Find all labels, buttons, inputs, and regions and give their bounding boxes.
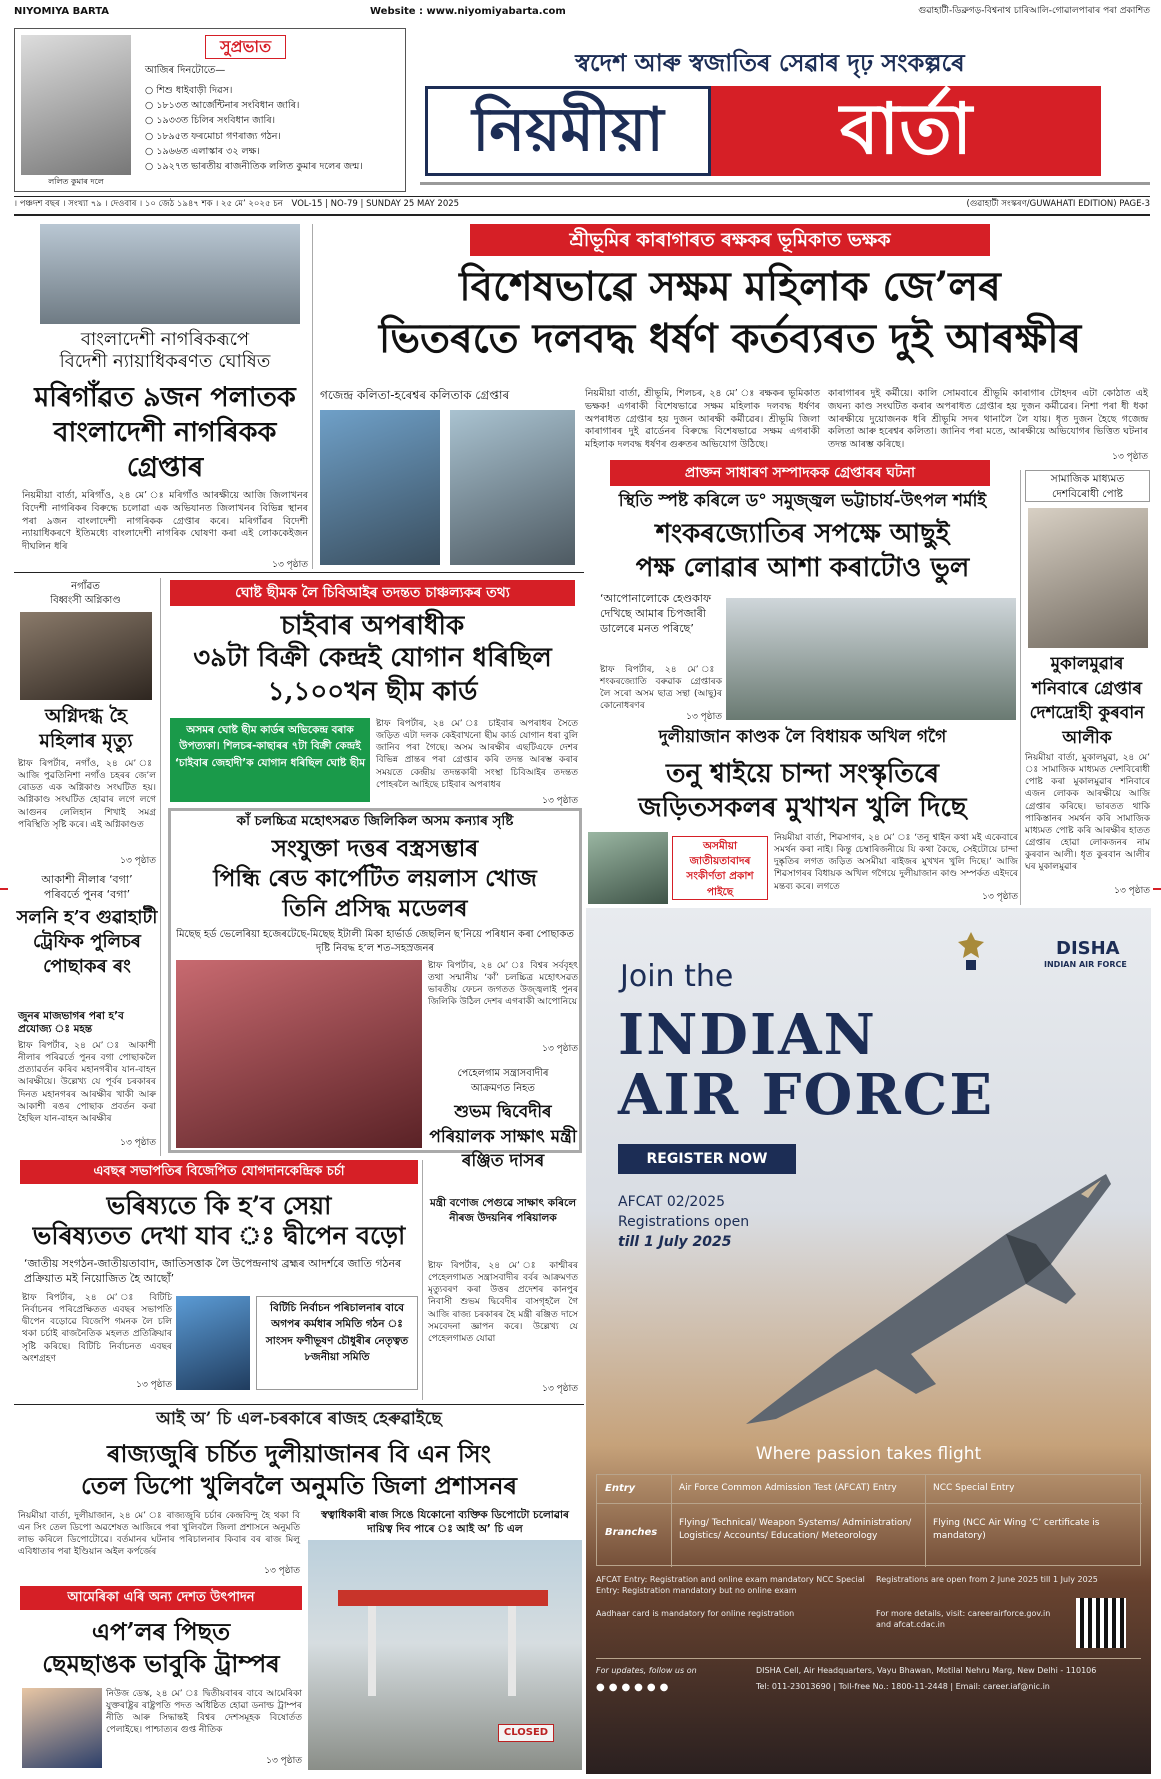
bjp-quote: ‘জাতীয় সংগঠন-জাতীয়তাবাদ, জাতিসত্তাক লৈ উপেন্দ্ৰনাথ ব্ৰহ্মৰ আদৰ্শৰে জাতি গঠনৰ প্ৰক্ৰিয়াত মই নিয়োজিত হৈ আছোঁ’ bbox=[24, 1257, 402, 1286]
dateline-bn: । পঞ্চদশ বছৰ । সংখ্যা ৭৯ । দেওবাৰ । ১০ জেঠ ১৯৪৭ শক । ২৫ মে’ ২০২৫ চন bbox=[14, 199, 283, 209]
bd-kicker-2: বিদেশী ন্যায়াধিকৰণত ঘোষিত bbox=[59, 351, 271, 372]
akhil-body: নিয়মীয়া বাৰ্তা, শিৱসাগৰ, ২৪ মে’ ঃ ‘তনু শ্বাইন কথা মই একেবাৰে সমৰ্থন কৰা নাই। কিন্তু চেম্বাৰিজনীয়ে যি কথা কৈছে, সেইটোয়ে চান্দা দুষ্কৃতিৰ লগত জড়িত অসমীয়া ৰাইজৰ মুখখন খুলি দিছে।’ আজি শিৱসাগৰৰ বিধায়ক অখিল গগৈয়ে দুলীয়াজান কাণ্ড সম্পৰ্কত এইদৰে মন্তব্য কৰে। লগতে bbox=[774, 833, 1018, 892]
depot-photo bbox=[308, 1540, 582, 1770]
edition: (গুৱাহাটী সংস্কৰণ/GUWAHATI EDITION) PAGE-3 bbox=[966, 199, 1150, 209]
ad-title-1: INDIAN bbox=[618, 1002, 877, 1068]
cannes-cont: ১৩ পৃষ্ঠাত bbox=[542, 1044, 578, 1054]
social-cont: ১৩ পৃষ্ঠাত bbox=[1114, 886, 1150, 896]
closed-sign: CLOSED bbox=[498, 1724, 554, 1742]
list-item: ○ ১৮১৩ত আৰ্জেন্টিনাৰ সংবিধান জাৰি। bbox=[145, 100, 300, 112]
traffic-headline: সলনি হ’ব গুৱাহাটী ট্ৰেফিক পুলিচৰ পোছাকৰ ৰং bbox=[16, 907, 158, 977]
traffic-body: ষ্টাফ ৰিপৰ্টাৰ, ২৪ মে’ ঃ আকাশী নীলাৰ পৰিৱৰ্তে পুনৰ বগা পোছাকলৈ প্ৰত্যাৱৰ্তন কৰিব মহানগৰীৰ যান-বাহন আৰক্ষীয়ে। উল্লেখ্য যে পূৰ্বৰ চৰকাৰৰ দিনত মহানগৰৰ আৰক্ষীৰ খাকী আৰু আকাশী ৰঙৰ পোছাক প্ৰবৰ্তন কৰা হৈছিল যান-বাহন আৰক্ষীৰ bbox=[18, 1041, 156, 1124]
luit-sub: স্থিতি স্পষ্ট কৰিলে ড° সমুজ্জ্বল ভট্টাচাৰ্য-উৎপল শৰ্মাই bbox=[618, 491, 987, 511]
luit-cont: ১৩ পৃষ্ঠাত bbox=[686, 712, 722, 722]
pahalgam-headline: শুভম দ্বিবেদীৰ পৰিয়ালক সাক্ষাৎ মন্ত্ৰী ৰঞ্জিত দাসৰ bbox=[429, 1102, 577, 1172]
dateline: । পঞ্চদশ বছৰ । সংখ্যা ৭৯ । দেওবাৰ । ১০ জেঠ ১৯৪৭ শক । ২৫ মে’ ২০২৫ চন VOL-15 | NO-79 | SUNDAY 25 MAY 2025 (গুৱাহাটী সংস্কৰণ/GUWAHATI EDITION) PAGE-3 bbox=[14, 199, 1150, 209]
suprobhat-title: সুপ্ৰভাত bbox=[205, 35, 286, 59]
fire-kicker-2: বিধ্বংসী অগ্নিকাণ্ড bbox=[50, 595, 121, 606]
list-item: ○ ১৯৩৩ত চিলিৰ সংবিধান জাৰি। bbox=[145, 115, 276, 127]
entry-afcat: Air Force Common Admission Test (AFCAT) Entry bbox=[679, 1483, 897, 1493]
depot-kicker: আই অ’ চি এল-চৰকাৰে ৰাজহ হেৰুৱাইছে bbox=[156, 1409, 442, 1429]
depot-headline-1: ৰাজ্যজুৰি চৰ্চিত দুলীয়াজানৰ বি এন সিং bbox=[107, 1439, 491, 1468]
suprobhat-box bbox=[14, 28, 406, 192]
bjp-headline-2: ভৰিষ্যতত দেখা যাব ঃ দ্বীপেন বড়ো bbox=[32, 1221, 406, 1250]
cannes-headline-2: পিন্ধি ৰেড কাৰ্পেটিত লয়লাস খোজ bbox=[213, 865, 537, 892]
social-kicker-2: দেশবিৰোধী পোষ্ট bbox=[1052, 487, 1123, 500]
branches-label: Branches bbox=[605, 1527, 658, 1538]
luit-headline-2: পক্ষ লোৱাৰ আশা কৰাটোও ভুল bbox=[635, 553, 970, 583]
entry-table bbox=[596, 1474, 1141, 1566]
sim-headline-1: চাইবাৰ অপৰাধীক bbox=[280, 611, 465, 641]
bd-cont: ১৩ পৃষ্ঠাত bbox=[272, 560, 308, 570]
ad-note-1: AFCAT Entry: Registration and online exam mandatory NCC Special Entry: Registration mandatory but no online exam bbox=[596, 1575, 865, 1596]
ad-note-2: Registrations are open from 2 June 2025 till 1 July 2025 bbox=[876, 1575, 1098, 1584]
suprobhat-subtitle: আজিৰ দিনটোতে— bbox=[145, 65, 226, 76]
ad-contacts[interactable]: Tel: 011-23013690 | Toll-free No.: 1800-11-2448 | Email: career.iaf@nic.in bbox=[756, 1682, 1050, 1691]
cannes-body: ষ্টাফ ৰিপৰ্টাৰ, ২৪ মে’ ঃ বিশ্বৰ সৰ্ববৃহৎ তথা সন্মানীয় ‘কাঁ’ চলচ্চিত্ৰ মহোৎসৱত ভাৰতীয় ফেচন জগতত উজ্জ্বলাই পুনৰ জিলিকি উঠিল দেশৰ এগৰাকী আপোনিয়ে bbox=[428, 961, 578, 1008]
depot-photo-caption: স্বত্বাধিকাৰী ৰাজ সিঙে যিকোনো ব্যক্তিক ডিপোটো চলোৱাৰ দায়িত্ব দিব পাৰে ঃ আই অ’ চি এল bbox=[321, 1509, 569, 1536]
ad-address: DISHA Cell, Air Headquarters, Vayu Bhawan, Motilal Nehru Marg, New Delhi - 110106 bbox=[756, 1666, 1097, 1675]
social-kicker-1: সামাজিক মাধ্যমত bbox=[1050, 473, 1125, 485]
press-meet-photo bbox=[726, 598, 1016, 720]
fire-kicker-1: নগাঁৱত bbox=[71, 581, 100, 592]
ad-afcat: AFCAT 02/2025 bbox=[618, 1194, 726, 1210]
social-kicker bbox=[1025, 470, 1150, 502]
social-icons[interactable]: ●●●●●● bbox=[596, 1682, 673, 1693]
trump-headline-2: ছেমছাঙক ভাবুকি ট্ৰাম্পৰ bbox=[42, 1649, 280, 1678]
fire-headline: অগ্নিদগ্ধ হৈ মহিলাৰ মৃত্যু bbox=[39, 705, 133, 752]
sim-body: ষ্টাফ ৰিপৰ্টাৰ, ২৪ মে’ ঃ চাইবাৰ অপৰাধৰ সৈতে জড়িত এটা দলক কেইবাখনো ছীম কাৰ্ড যোগান ধৰা বুলি জানিব পৰা গৈছে। অসম আৰক্ষীৰ এছটিএফে দেশৰ বিভিন্ন প্ৰান্তৰ পৰা গ্ৰেপ্তাৰ কৰি তদন্ত আৰম্ভ কৰাৰ সময়তে কেন্দ্ৰীয় তদন্তকাৰী সংস্থা চিবিআইৰ তদন্তত পোহৰলৈ আহিছে চাইবাৰ অপৰাধৰ bbox=[376, 719, 578, 790]
bd-body: নিয়মীয়া বাৰ্তা, মৰিগাঁও, ২৪ মে’ ঃ মৰিগাঁও আৰক্ষীয়ে আজি জিলাখনৰ বিদেশী নাগৰিকৰ বিৰুদ্ধে চলোৱা এক অভিযানত জিলাখনৰ বিভিন্ন স্থানৰ পৰা ৯জন বাংলাদেশী নাগৰিকক গ্ৰেপ্তাৰ কৰে। মৰিগাঁৱৰ বিদেশী ন্যায়াধিকৰণে ইতিমধ্যে বাংলাদেশী নাগৰিক ঘোষণা কৰা এই লোককেইজন দীঘলিন ধৰি bbox=[22, 490, 308, 553]
ad-disha-sub: INDIAN AIR FORCE bbox=[1044, 960, 1127, 969]
cannes-headline-1: সংযুক্তা দত্তৰ বস্ত্ৰসম্ভাৰ bbox=[271, 835, 479, 862]
ad-disha: DISHA bbox=[1056, 938, 1120, 959]
fire-cont: ১৩ পৃষ্ঠাত bbox=[120, 856, 156, 866]
trump-body: নিউজ ডেস্ক, ২৪ মে’ ঃ দ্বিতীয়বাৰৰ বাবে আমেৰিকা যুক্তৰাষ্ট্ৰৰ ৰাষ্ট্ৰপতি পদত অধিষ্ঠিত হোৱা ডনাল্ড ট্ৰাম্পৰ নীতি আৰু সিদ্ধান্তই বিশ্বৰ দেশসমূহক বিষোৰ্তত পেলাইছে। পাশ্চাত্যৰ গুপ্ত নীতিক bbox=[106, 1689, 302, 1736]
fighter-jet-icon bbox=[706, 1164, 1126, 1434]
vol: VOL-15 bbox=[291, 199, 323, 209]
dipen-boro-photo bbox=[176, 1296, 250, 1390]
list-item: ○ ১৮৯৫ত ফৰমোচা গণৰাজ্য গঠন। bbox=[145, 130, 281, 142]
akhil-kicker: দুলীয়াজান কাণ্ডক লৈ বিধায়ক অখিল গগৈ bbox=[658, 727, 947, 747]
lead-headline-1: বিশেষভাৱে সক্ষম মহিলাক জে’লৰ bbox=[459, 263, 1001, 310]
pahalgam-body: ষ্টাফ ৰিপৰ্টাৰ, ২৪ মে’ ঃ কাশ্মীৰৰ পেহেলগামত সন্ত্ৰাসবাদীৰ বৰ্বৰ আক্ৰমণত মৃত্যুবৰণ কৰা উত্তৰ প্ৰদেশৰ কানপুৰ নিবাসী শুভম দ্বিবেদীৰ বাসগৃহলৈ গৈ আজি ৰাজ্য চৰকাৰৰ হৈ মন্ত্ৰী ৰঞ্জিত দাসে সমবেদনা জ্ঞাপন কৰে। উল্লেখ্য যে পেহেলগামত যোৱা bbox=[428, 1261, 578, 1344]
bd-kicker-1: বাংলাদেশী নাগৰিকৰূপে bbox=[80, 329, 250, 350]
luit-headline-1: শংকৰজ্যোতিৰ সপক্ষে আছুই bbox=[655, 519, 950, 549]
ad-title-2: AIR FORCE bbox=[618, 1062, 995, 1128]
published-from: গুৱাহাটী-ডিব্ৰুগড়-বিশ্বনাথ চাৰিআলি-গোৱালপাৰাৰ পৰা প্ৰকাশিত bbox=[918, 6, 1150, 16]
ad-till: till 1 July 2025 bbox=[618, 1234, 732, 1250]
trump-cont: ১৩ পৃষ্ঠাত bbox=[266, 1756, 302, 1766]
social-headline: মুকালমুৱাৰ শনিবাৰে গ্ৰেপ্তাৰ দেশদ্ৰোহী কুৰবান আলীক bbox=[1029, 654, 1145, 748]
entry-ncc: NCC Special Entry bbox=[933, 1483, 1015, 1493]
cannes-headline-3: তিনি প্ৰসিদ্ধ মডেলৰ bbox=[282, 895, 468, 922]
fire-photo bbox=[20, 612, 152, 700]
masthead-left: নিয়মীয়া bbox=[425, 86, 711, 176]
lead-headline-2: ভিতৰতে দলবদ্ধ ধৰ্ষণ কৰ্তব্যৰত দুই আৰক্ষীৰ bbox=[378, 315, 1082, 362]
sim-cont: ১৩ পৃষ্ঠাত bbox=[542, 796, 578, 806]
ad-note-3: Aadhaar card is mandatory for online registration bbox=[596, 1609, 795, 1618]
traffic-kicker bbox=[18, 872, 156, 903]
pahalgam-kicker bbox=[428, 1066, 578, 1096]
akhil-gogoi-photo bbox=[588, 832, 668, 904]
branches-afcat: Flying/ Technical/ Weapon Systems/ Administration/ Logistics/ Accounts/ Education/ Meteorology bbox=[679, 1518, 912, 1541]
iaf-emblem-icon bbox=[956, 930, 986, 972]
pahalgam-sub: মন্ত্ৰী বণোজ পেগুৱে সাক্ষাৎ কৰিলে নীৰজ উদয়নিৰ পৰিয়ালক bbox=[429, 1197, 577, 1224]
list-item: ○ ১৯৬৬ত এলাস্কাৰ ৩২ লক্ষ। bbox=[145, 145, 260, 157]
lead-cont: ১৩ পৃষ্ঠাত bbox=[1112, 452, 1148, 462]
date-en: SUNDAY 25 MAY 2025 bbox=[366, 199, 460, 209]
bjp-side-box: বিটিচি নিৰ্বাচন পৰিচালনাৰ বাবে অগপৰ কৰ্মধাৰ সমিতি গঠন ঃ সাংসদ ফণীভূষণ চৌধুৰীৰ নেতৃত্বত ৮জনীয়া সমিতি bbox=[256, 1296, 418, 1390]
luit-quote: ‘আপোনালোকে হেণ্ডকাফ দেখিছে আমাৰ চিপজাৰী ডালেৰে মনত পৰিছে’ bbox=[600, 592, 712, 635]
brand-small: NIYOMIYA BARTA bbox=[14, 6, 110, 17]
depot-canopy bbox=[338, 1590, 548, 1606]
register-now-button[interactable]: REGISTER NOW bbox=[618, 1144, 796, 1174]
traffic-cont: ১৩ পৃষ্ঠাত bbox=[120, 1138, 156, 1148]
branches-ncc: Flying (NCC Air Wing ‘C’ certificate is mandatory) bbox=[933, 1518, 1100, 1541]
lead-kicker: শ্ৰীভূমিৰ কাৰাগাৰত ৰক্ষকৰ ভূমিকাত ভক্ষক bbox=[470, 224, 990, 256]
luit-body: ষ্টাফ ৰিপৰ্টাৰ, ২৪ মে’ ঃ শংকৰজ্যোতি বৰুৱাক গ্ৰেপ্তাৰক লৈ সৰো অসম ছাত্ৰ সন্থা (আছু)ৰ কোনোধৰণৰ bbox=[600, 665, 722, 712]
bjp-kicker: এবছৰ সভাপতিৰ বিজেপিত যোগদানকেন্দ্ৰিক চৰ্চা bbox=[20, 1160, 418, 1184]
luit-kicker: প্ৰাক্তন সাধাৰণ সম্পাদকক গ্ৰেপ্তাৰৰ ঘটনা bbox=[610, 460, 990, 486]
lead-photo-caption: গজেন্দ্ৰ কলিতা-হৰেশ্বৰ কলিতাক গ্ৰেপ্তাৰ bbox=[320, 388, 510, 402]
akhil-headline-1: তনু শ্বাইয়ে চান্দা সংস্কৃতিৰে bbox=[666, 759, 939, 789]
sim-kicker: ঘোষ্ট ছীমক লৈ চিবিআইৰ তদন্তত চাঞ্চল্যকৰ তথ্য bbox=[170, 580, 575, 606]
sim-green-box: অসমৰ ঘোষ্ট ছীম কাৰ্ডৰ অভিকেন্দ্ৰ বৰাক উপত্যকা। শিলচৰ-কাছাৰৰ ৭টা বিক্ৰী কেন্দ্ৰই ‘চাইবাৰ জেহাদী’ক যোগান ধৰিছিল ঘোষ্ট ছীম bbox=[170, 718, 370, 802]
website-link[interactable]: Website : www.niyomiyabarta.com bbox=[370, 6, 566, 17]
ad-note-4[interactable]: For more details, visit: careerairforce.gov.in and afcat.cdac.in bbox=[876, 1609, 1051, 1630]
fire-body: ষ্টাফ ৰিপৰ্টাৰ, নগাঁও, ২৪ মে’ ঃ আজি পুৱতিনিশা নগাঁও চহৰৰ জে’ল ৰোডত এক অগ্নিকাণ্ড সংঘটিত হয়। অগ্নিকাণ্ড সংঘটিত হোৱাৰ লগে লগে আগুনৰ লেলিহান শিখাই সমগ্ৰ পৰিস্থিতি সৃষ্টি কৰে। এই অগ্নিকাণ্ডত bbox=[18, 759, 156, 830]
fire-kicker bbox=[18, 580, 153, 608]
list-item: ○ ১৯২৭ত ভাৰতীয় ৰাজনীতিক ললিত কুমাৰ দলেৰ জন্ম। bbox=[145, 160, 363, 172]
akhil-headline-2: জড়িতসকলৰ মুখাখন খুলি দিছে bbox=[638, 793, 967, 823]
masthead-right: বাৰ্তা bbox=[711, 86, 1101, 176]
ad-follow: For updates, follow us on bbox=[596, 1666, 697, 1675]
bd-headline: মৰিগাঁৱত ৯জন পলাতক বাংলাদেশী নাগৰিকক গ্ৰেপ্তাৰ bbox=[34, 382, 296, 484]
accused-photo-1 bbox=[320, 410, 440, 565]
masthead-rule bbox=[420, 182, 1150, 185]
list-item: ○ শিশু ধাইবাড়ী দিৱস। bbox=[145, 85, 233, 96]
bjp-body: ষ্টাফ ৰিপৰ্টাৰ, ২৪ মে’ ঃ বিটিচি নিৰ্বাচনৰ পৰিপ্ৰেক্ষিতত এবছৰ সভাপতি দ্বীপেন বড়োৱে বিজেপি গমনক লৈ চলি থকা চৰ্চাই ৰাজনৈতিক মহলত প্ৰতিক্ৰিয়াৰ সৃষ্টি কৰিছে। বিটিচি নিৰ্বাচনত এবছৰ অংশগ্ৰহণ bbox=[22, 1293, 172, 1364]
pahalgam-cont: ১৩ পৃষ্ঠাত bbox=[542, 1384, 578, 1394]
accused-photo-2 bbox=[450, 410, 575, 565]
lead-body-2: কাৰাগাৰৰ দুই কৰ্মীয়ে। কালি সোমবাৰে শ্ৰীভূমি কাৰাগাৰ টোহদৰ এটা কোঠাত এই জঘন্য কাণ্ড সংঘটিত কৰাৰ অপৰাধত গ্ৰেপ্তাৰ হয় দুজন কৰ্মীৱেৰ। নিশা পৰা ধী ধকা আৰক্ষীয়ে দুয়োজনক ধৰি শ্ৰীভূমি সদৰ থানালৈ লৈ যায়। ধৃত দুজন হৈছে গজেন্দ্ৰ কলিতা আৰু হৰেশ্বৰ কলিতা। জানিব পৰা মতে, আৰক্ষীয়ে অভিযোগৰ ভিত্তিত ঘটনাৰ তদন্ত আৰম্ভ কৰিছে। bbox=[828, 388, 1148, 451]
akhil-tag: অসমীয়া জাতীয়তাবাদৰ সংকীৰ্ণতা প্ৰকাশ পাইছে bbox=[672, 836, 768, 900]
trump-headline-1: এপ’লৰ পিছত bbox=[91, 1617, 231, 1646]
issue-no: NO-79 bbox=[330, 199, 358, 209]
ad-passion: Where passion takes flight bbox=[755, 1444, 982, 1464]
pahalgam-kicker-1: পেহেলগাম সন্ত্ৰাসবাদীৰ bbox=[457, 1068, 549, 1079]
kurban-ali-photo bbox=[1028, 508, 1148, 648]
sim-headline-2: ৩৯টা বিক্ৰী কেন্দ্ৰই যোগান ধৰিছিল bbox=[193, 643, 552, 673]
bjp-headline-1: ভৰিষ্যতে কি হ’ব সেয়া bbox=[106, 1191, 332, 1220]
akhil-cont: ১৩ পৃষ্ঠাত bbox=[982, 892, 1018, 902]
ad-join: Join the bbox=[620, 959, 734, 994]
traffic-sub: জুনৰ মাজভাগৰ পৰা হ’ব প্ৰযোজ্য ঃ মহন্ত bbox=[18, 1010, 124, 1036]
qr-code-icon[interactable] bbox=[1076, 1598, 1126, 1648]
iaf-advertisement[interactable] bbox=[586, 908, 1151, 1774]
lalit-kumar-photo bbox=[21, 35, 131, 175]
depot-headline-2: তেল ডিপো খুলিবলৈ অনুমতি জিলা প্ৰশাসনৰ bbox=[81, 1471, 517, 1500]
tagline: স্বদেশ আৰু স্বজাতিৰ সেৱাৰ দৃঢ় সংকল্পৰে bbox=[575, 48, 965, 77]
traffic-kicker-1: আকাশী নীলাৰ ‘বগা’ bbox=[41, 873, 133, 886]
pahalgam-kicker-2: আক্ৰমণত নিহত bbox=[471, 1083, 535, 1094]
group-photo bbox=[40, 224, 300, 324]
suprobhat-list bbox=[145, 83, 403, 174]
trump-kicker: আমেৰিকা এৰি অন্য দেশত উৎপাদন bbox=[20, 1586, 302, 1610]
photo-caption: ললিত কুমাৰ দলে bbox=[48, 177, 104, 186]
depot-cont: ১৩ পৃষ্ঠাত bbox=[264, 1566, 300, 1576]
social-body: নিয়মীয়া বাৰ্তা, মুকালমুৱা, ২৪ মে’ ঃ সামাজিক মাধ্যমত দেশবিৰোধী পোষ্ট কৰা মুকালমুৱাৰ শনিবাৰে এজন লোকক আৰক্ষীয়ে আজি গ্ৰেপ্তাৰ কৰিছে। ভাৰতত থাকি পাকিস্তানৰ সমৰ্থন কৰি সামাজিক মাধ্যমত পোষ্ট কৰি আৰক্ষীৰ হাতত গ্ৰেপ্তাৰ হোৱা লোকজনৰ নাম কুৰবান আলী। ধৃত কুৰবান আলীৰ ঘৰ মুকালমুৱাৰ bbox=[1025, 753, 1150, 873]
entry-label: Entry bbox=[605, 1483, 636, 1494]
trump-photo bbox=[22, 1688, 102, 1768]
cannes-kicker: কাঁ চলচ্চিত্ৰ মহোৎসৱত জিলিকিল অসম কন্যাৰ সৃষ্টি bbox=[236, 813, 514, 829]
lead-body-1: নিয়মীয়া বাৰ্তা, শ্ৰীভূমি, শিলচৰ, ২৪ মে’ ঃ ৰক্ষকৰ ভূমিকাত ভক্ষক! এগৰাকী বিশেষভাৱে সক্ষম মহিলাক দলবদ্ধ ধৰ্ষণৰ অপৰাধত গ্ৰেপ্তাৰ হয় দুজন আৰক্ষী কৰ্মীৱেৰ। শ্ৰীভূমি জিলা কাৰাগাৰৰ দুই ৱাৰ্ডেনৰ বিৰুদ্ধে বিশেষভাৱে সক্ষম এগৰাকী মহিলাক দলবদ্ধ ধৰ্ষণৰ গুৰুতৰ অভিযোগ উঠিছে। bbox=[585, 388, 820, 451]
traffic-kicker-2: পৰিবৰ্তে পুনৰ ‘বগা’ bbox=[43, 888, 131, 902]
sim-headline-3: ১,১০০খন ছীম কাৰ্ড bbox=[267, 677, 478, 707]
cannes-photo bbox=[176, 960, 422, 1148]
depot-body: নিয়মীয়া বাৰ্তা, দুলীয়াজান, ২৪ মে’ ঃ ৰাজ্যজুৰি চৰ্চাৰ কেন্দ্ৰবিন্দু হৈ থকা বি এন সিং তেল ডিপো অৱশেষত আজিৰে পৰা খুলিবলৈ জিলা প্ৰশাসনে অনুমতি লাভ কৰিলে ডিপোটোৱে। বৰ্তমানৰ ঘটনাৰ পৰিচালনাৰ কিবাৰ বৰ ৰাজ মিলু এবিধাতাৰ পৰা ইণ্ডিয়ান অইল কৰ্পৰ্জেৰ bbox=[18, 1511, 300, 1558]
bjp-cont: ১৩ পৃষ্ঠাত bbox=[136, 1380, 172, 1390]
cannes-sub: মিছেছ হৰ্ড ভেলেৰিয়া হজেৰটেছে-মিছেছ ইটালী মিকা হাৰ্ভাৰ্ড জেছলিন ছ’নিয়ে পৰিধান কৰা পোছাকত দৃষ্টি নিবদ্ধ হ’ল শত-সহস্ৰজনৰ bbox=[176, 929, 574, 954]
ad-reg-open: Registrations open bbox=[618, 1214, 750, 1230]
